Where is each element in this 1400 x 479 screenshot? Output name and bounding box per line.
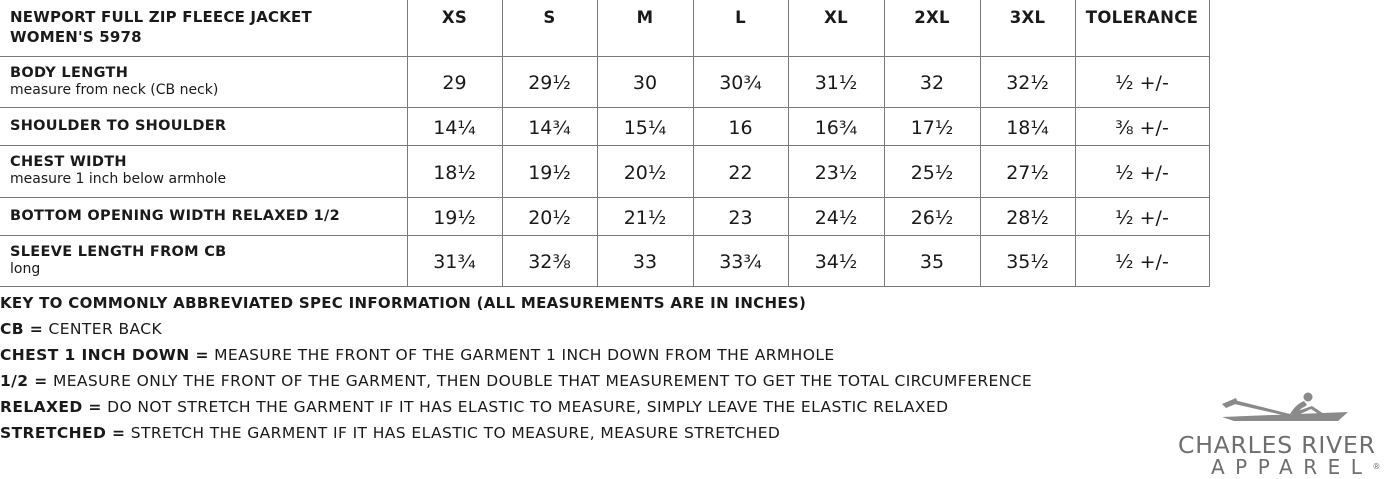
table-cell: 35½ [980,235,1075,286]
table-cell: 29½ [502,56,597,107]
table-cell: 23 [693,197,788,235]
abbreviation-key [0,292,1100,448]
table-cell: 32 [884,56,980,107]
column-header-2xl: 2XL [884,0,980,56]
product-title-line2: WOMEN'S 5978 [10,28,142,46]
table-cell: 26½ [884,197,980,235]
row-name: CHEST WIDTH [10,154,127,170]
key-term: RELAXED = [0,398,102,416]
row-label [0,56,407,107]
table-row-chest-width [0,145,1209,197]
tolerance-cell: ½ +/- [1075,56,1209,107]
table-row-shoulder-to-shoulder [0,107,1209,145]
product-title [0,0,407,56]
table-cell: 35 [884,235,980,286]
table-cell: 30 [597,56,693,107]
row-name: SLEEVE LENGTH FROM CB [10,243,227,260]
table-header-row [0,0,1209,56]
table-cell: 24½ [788,197,884,235]
table-cell: 33 [597,235,693,286]
table-cell: 34½ [788,235,884,286]
product-title-line1: NEWPORT FULL ZIP FLEECE JACKET [10,8,312,26]
table-cell: 16¾ [788,107,884,145]
logo-brand-sub [1211,457,1380,477]
column-header-m: M [597,0,693,56]
table-cell: 19½ [407,197,502,235]
key-term: STRETCHED = [0,424,126,442]
table-cell: 21½ [597,197,693,235]
table-cell: 29 [407,56,502,107]
table-cell: 31¾ [407,235,502,286]
row-label [0,145,407,197]
key-definition: CENTER BACK [48,320,163,338]
table-cell: 33¾ [693,235,788,286]
column-header-l: L [693,0,788,56]
table-cell: 16 [693,107,788,145]
column-header-xs: XS [407,0,502,56]
row-description: long [10,260,41,277]
key-term: CB = [0,320,44,338]
row-label [0,107,407,145]
key-heading: KEY TO COMMONLY ABBREVIATED SPEC INFORMATION (ALL MEASUREMENTS ARE IN INCHES) [0,294,807,312]
table-cell: 18¼ [980,107,1075,145]
key-definition: MEASURE THE FRONT OF THE GARMENT 1 INCH DOWN FROM THE ARMHOLE [214,346,835,364]
table-cell: 32½ [980,56,1075,107]
column-header-xl: XL [788,0,884,56]
column-header-3xl: 3XL [980,0,1075,56]
row-description: measure 1 inch below armhole [10,171,227,187]
table-row-sleeve-length [0,235,1209,286]
table-cell: 20½ [597,145,693,197]
row-name: BOTTOM OPENING WIDTH RELAXED 1/2 [10,207,341,224]
table-cell: 30¾ [693,56,788,107]
charles-river-apparel-logo [1170,386,1400,479]
table-cell: 20½ [502,197,597,235]
table-cell: 14¾ [502,107,597,145]
key-item-stretched [0,422,1100,448]
tolerance-cell: ½ +/- [1075,235,1209,286]
table-cell: 22 [693,145,788,197]
table-cell: 25½ [884,145,980,197]
table-cell: 28½ [980,197,1075,235]
table-row-body-length [0,56,1209,107]
column-header-s: S [502,0,597,56]
table-cell: 31½ [788,56,884,107]
key-item-chest-1-inch-down [0,344,1100,370]
key-item-relaxed [0,396,1100,422]
table-cell: 32⅜ [502,235,597,286]
key-item-half [0,370,1100,396]
tolerance-cell: ½ +/- [1075,197,1209,235]
table-cell: 23½ [788,145,884,197]
key-definition: MEASURE ONLY THE FRONT OF THE GARMENT, THEN DOUBLE THAT MEASUREMENT TO GET THE TOTAL CIRCUMFERENCE [52,372,1033,390]
table-cell: 27½ [980,145,1075,197]
tolerance-cell: ⅜ +/- [1075,107,1209,145]
row-label [0,235,407,286]
table-cell: 15¼ [597,107,693,145]
table-cell: 17½ [884,107,980,145]
table-cell: 19½ [502,145,597,197]
key-term: CHEST 1 INCH DOWN = [0,346,209,364]
logo-brand-name: CHARLES RIVER [1178,431,1376,459]
logo-sub-text: APPAREL [1211,455,1373,479]
row-label [0,197,407,235]
key-term: 1/2 = [0,372,48,390]
row-name: SHOULDER TO SHOULDER [10,117,227,134]
row-description: measure from neck (CB neck) [10,81,219,98]
row-name: BODY LENGTH [10,64,129,81]
rower-icon [1220,390,1350,430]
key-definition: DO NOT STRETCH THE GARMENT IF IT HAS ELASTIC TO MEASURE, SIMPLY LEAVE THE ELASTIC RELAXED [107,398,949,416]
table-cell: 14¼ [407,107,502,145]
key-item-cb [0,318,1100,344]
tolerance-cell: ½ +/- [1075,145,1209,197]
registered-mark: ® [1372,462,1381,471]
key-definition: STRETCH THE GARMENT IF IT HAS ELASTIC TO MEASURE, MEASURE STRETCHED [130,424,781,442]
column-header-tolerance: TOLERANCE [1075,0,1209,56]
table-cell: 18½ [407,145,502,197]
table-row-bottom-opening [0,197,1209,235]
